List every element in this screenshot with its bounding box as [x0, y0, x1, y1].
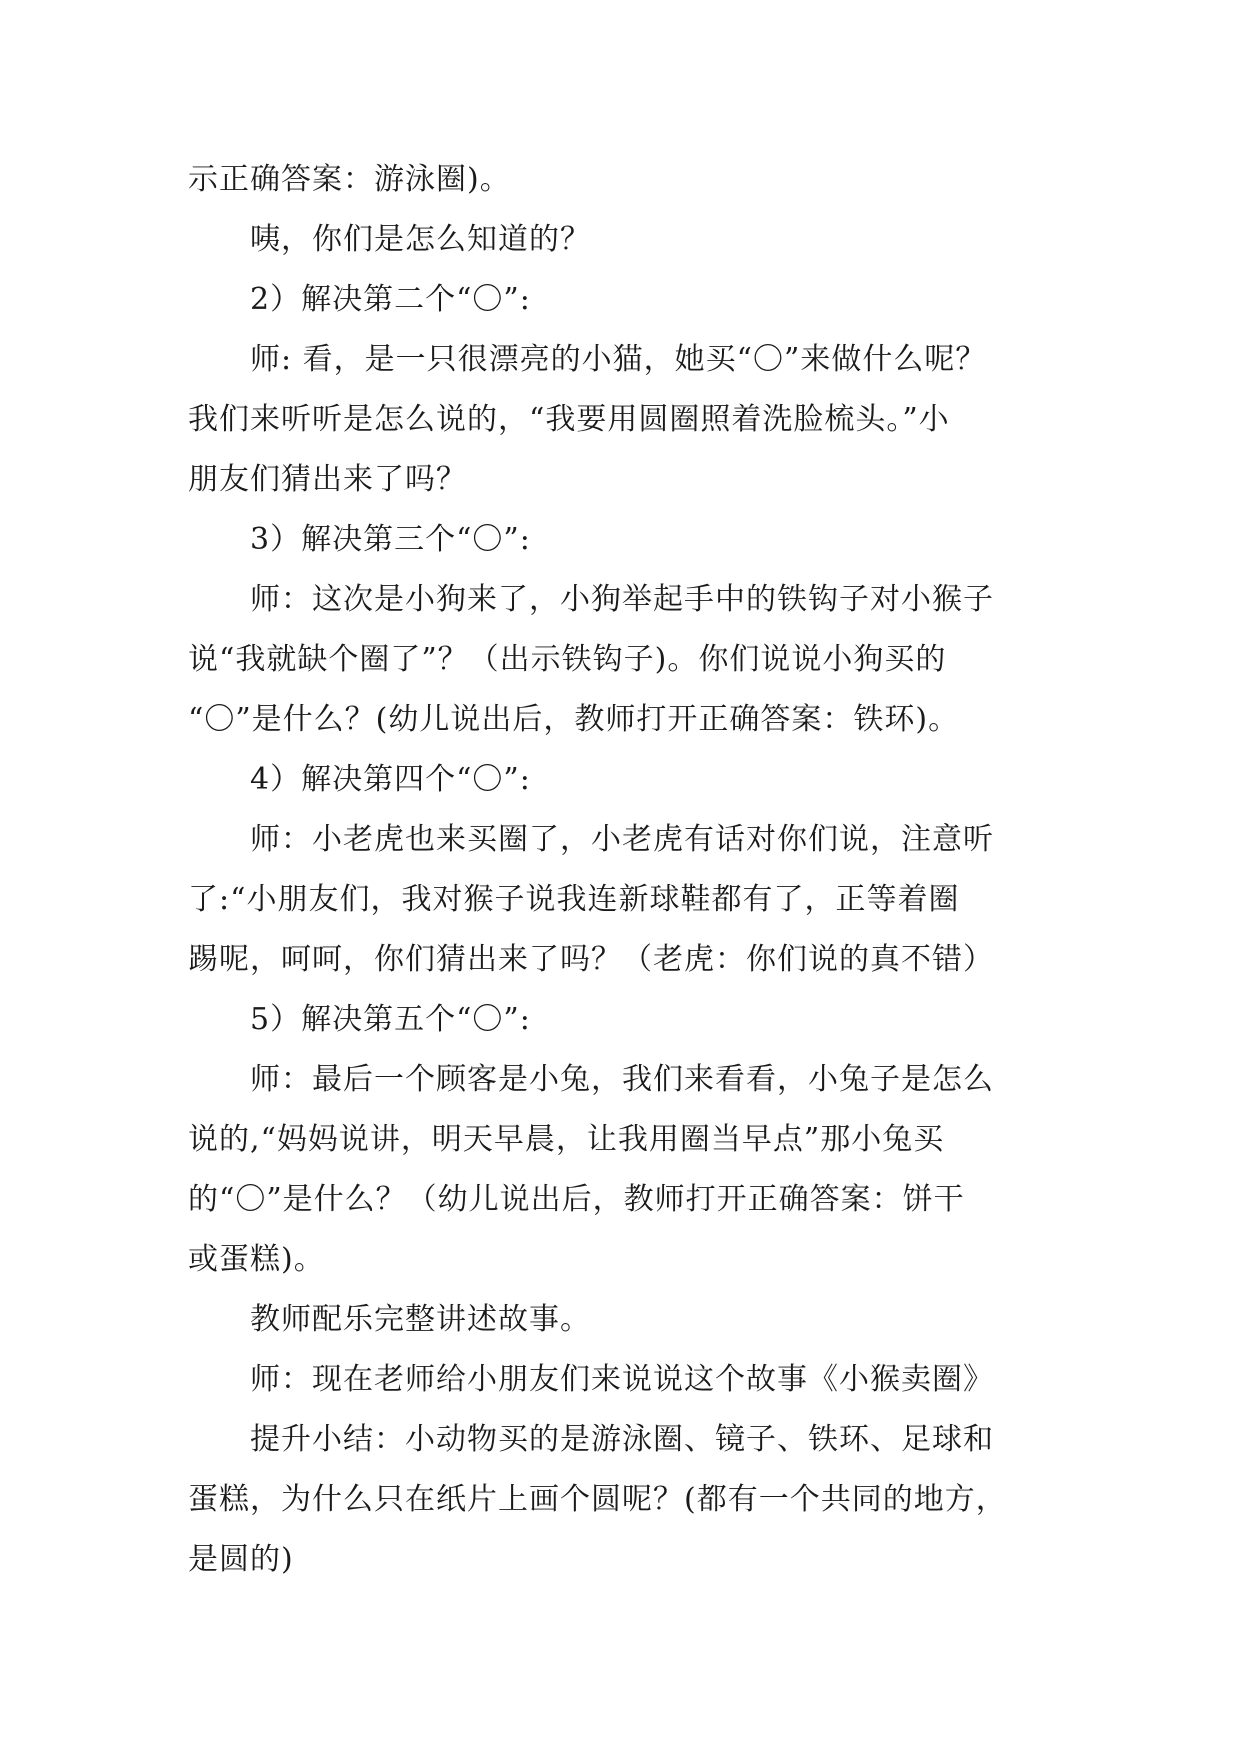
text-line: 师: 看，是一只很漂亮的小猫，她买“〇”来做什么呢？: [250, 342, 987, 377]
text-line: 踢呢，呵呵，你们猜出来了吗？（老虎：你们说的真不错）: [188, 942, 994, 977]
section-heading: 3）解决第三个“〇”:: [250, 522, 531, 557]
text-line: 师：这次是小狗来了，小狗举起手中的铁钩子对小猴子: [250, 582, 994, 617]
document-body: [188, 150, 1068, 1590]
text-line: 了:“小朋友们，我对猴子说我连新球鞋都有了，正等着圈: [188, 882, 960, 917]
text-line: 师：小老虎也来买圈了，小老虎有话对你们说，注意听: [250, 822, 994, 857]
text-line: 的“〇”是什么？（幼儿说出后，教师打开正确答案：饼干: [188, 1182, 965, 1217]
text-line: 是圆的): [188, 1542, 294, 1577]
text-line: 说的,“妈妈说讲，明天早晨，让我用圈当早点”那小兔买: [188, 1122, 945, 1157]
text-line: 咦，你们是怎么知道的？: [250, 222, 591, 257]
text-line: 我们来听听是怎么说的，“我要用圆圈照着洗脸梳头。”小: [188, 402, 950, 437]
text-line: 提升小结：小动物买的是游泳圈、镜子、铁环、足球和: [250, 1422, 994, 1457]
section-heading: 4）解决第四个“〇”:: [250, 762, 531, 797]
text-line: 说“我就缺个圈了”？（出示铁钩子)。你们说说小狗买的: [188, 642, 947, 677]
text-line: 师：现在老师给小朋友们来说说这个故事《小猴卖圈》: [250, 1362, 994, 1397]
text-line: 师：最后一个顾客是小兔，我们来看看，小兔子是怎么: [250, 1062, 994, 1097]
text-line: 示正确答案：游泳圈)。: [188, 162, 511, 197]
text-line: 蛋糕，为什么只在纸片上画个圆呢？(都有一个共同的地方，: [188, 1482, 1007, 1517]
text-line: 朋友们猜出来了吗？: [188, 462, 467, 497]
text-line: 或蛋糕)。: [188, 1242, 325, 1277]
section-heading: 2）解决第二个“〇”:: [250, 282, 531, 317]
text-line: “〇”是什么？(幼儿说出后，教师打开正确答案：铁环)。: [188, 702, 960, 737]
section-heading: 5）解决第五个“〇”:: [250, 1002, 531, 1037]
text-line: 教师配乐完整讲述故事。: [250, 1302, 591, 1337]
